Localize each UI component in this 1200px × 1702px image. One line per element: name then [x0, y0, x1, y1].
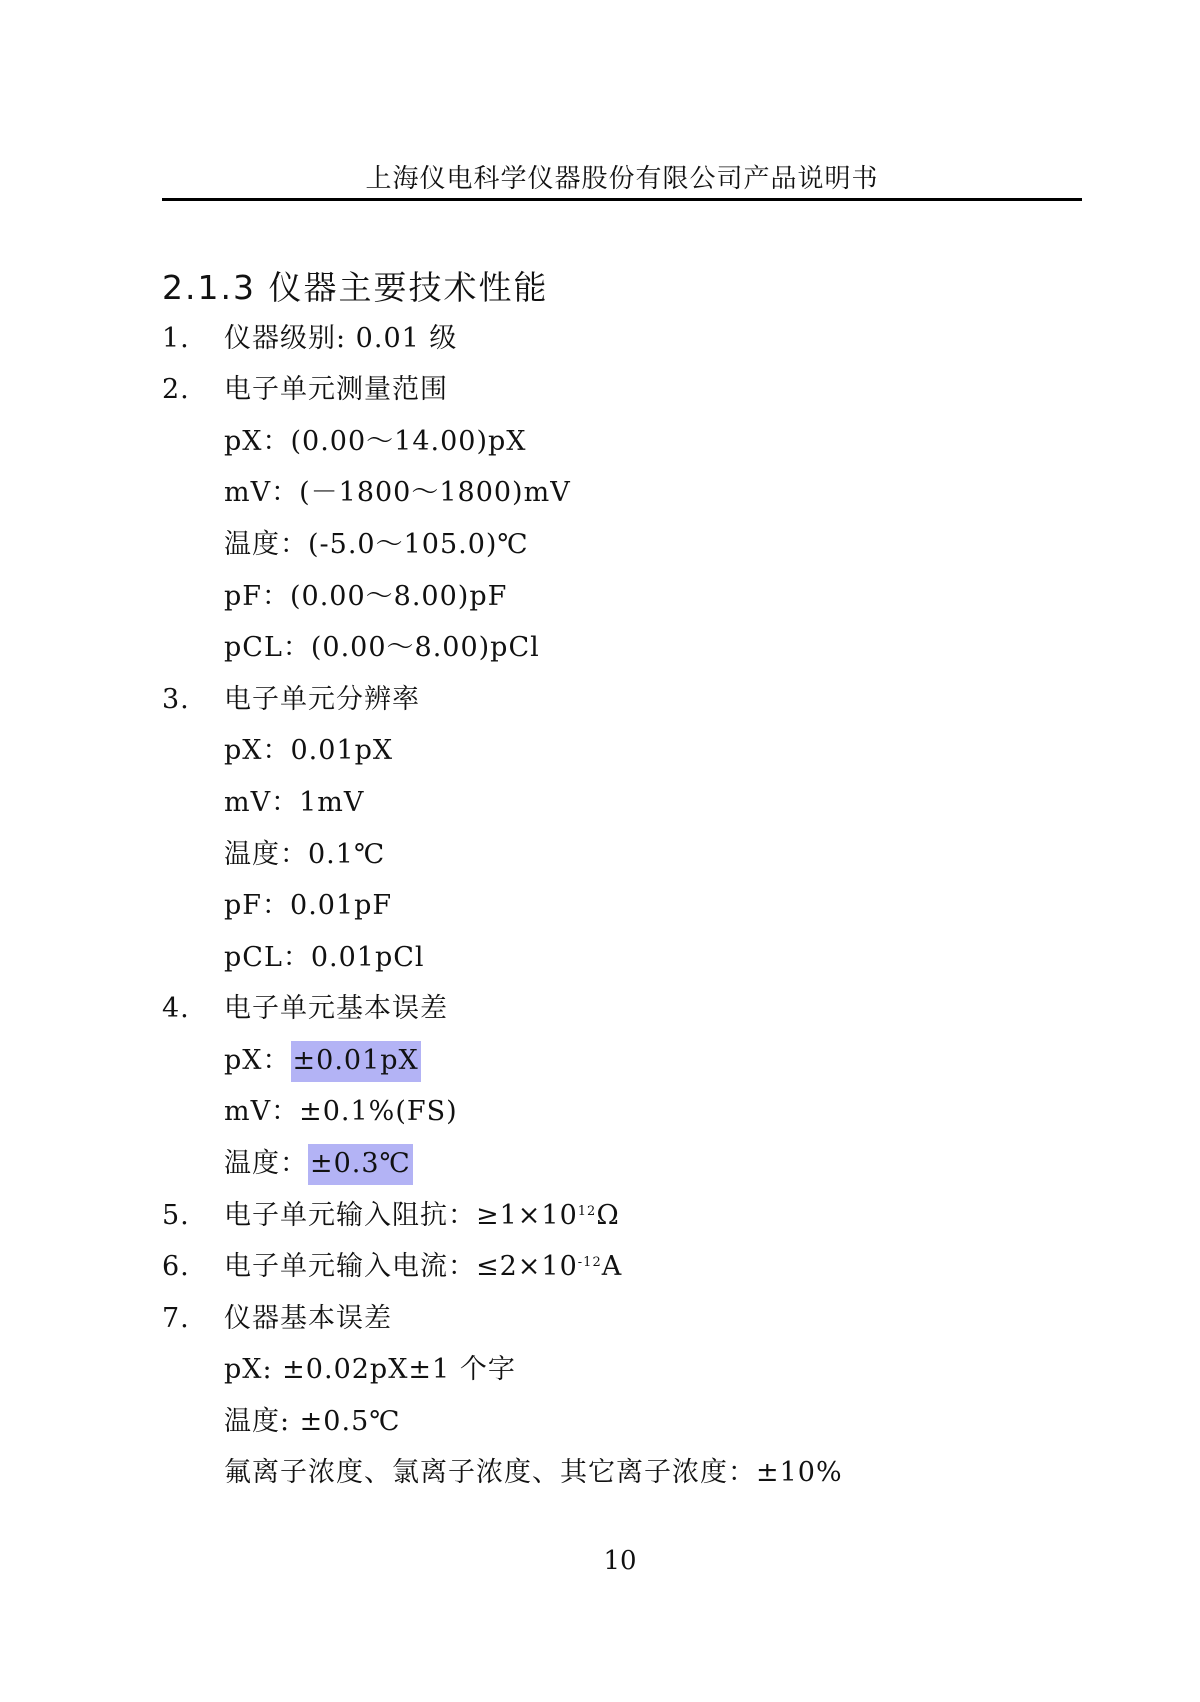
page-header-title: 上海仪电科学仪器股份有限公司产品说明书 [365, 164, 879, 194]
sub-item: pCL：(0.00～8.00)pCl [224, 632, 540, 663]
list-item-2 [0, 370, 1200, 410]
item-label: 仪器级别: 0.01 级 [224, 323, 458, 354]
list-item-3 [0, 680, 1200, 720]
sub-item: 温度：0.1℃ [224, 839, 386, 870]
list-item-6 [0, 1247, 1200, 1287]
highlighted-value[interactable]: ±0.01pX [291, 1041, 421, 1082]
page-number: 10 [603, 1546, 637, 1576]
sub-item [224, 1144, 413, 1184]
highlighted-value[interactable]: ±0.3℃ [308, 1144, 413, 1185]
sub-item-prefix: 温度： [224, 1148, 308, 1179]
list-item-1 [0, 319, 1200, 359]
sub-item: 温度: ±0.5℃ [224, 1406, 401, 1437]
sub-item: pF：(0.00～8.00)pF [224, 581, 508, 612]
sub-item: pF：0.01pF [224, 890, 393, 921]
item-number: 3. [162, 684, 190, 715]
section-title: 2.1.3 仪器主要技术性能 [162, 268, 549, 307]
sub-item: pX：(0.00～14.00)pX [224, 426, 527, 457]
item-number: 6. [162, 1251, 190, 1282]
exponent: -12 [577, 1255, 602, 1270]
unit: Ω [596, 1200, 620, 1231]
item-label: 电子单元分辨率 [224, 684, 420, 715]
item-label-text: 电子单元输入电流：≤2×10 [224, 1251, 578, 1282]
item-label [224, 1196, 620, 1236]
item-label [224, 1247, 622, 1287]
item-number: 4. [162, 993, 190, 1024]
item-number: 2. [162, 374, 190, 405]
item-label-text: 电子单元输入阻抗：≥1×10 [224, 1200, 578, 1231]
list-item-7 [0, 1299, 1200, 1339]
sub-item [224, 1041, 421, 1081]
exponent: 12 [577, 1204, 597, 1219]
sub-item: 温度：(-5.0～105.0)℃ [224, 529, 529, 560]
list-item-4 [0, 989, 1200, 1029]
sub-item: pX: ±0.02pX±1 个字 [224, 1354, 516, 1385]
item-number: 7. [162, 1303, 190, 1334]
unit: A [601, 1251, 623, 1282]
sub-item: mV：1mV [224, 787, 365, 818]
item-label: 电子单元基本误差 [224, 993, 448, 1024]
item-label: 电子单元测量范围 [224, 374, 448, 405]
item-label: 仪器基本误差 [224, 1303, 392, 1334]
list-item-5 [0, 1196, 1200, 1236]
header-rule [162, 198, 1082, 201]
item-number: 5. [162, 1200, 190, 1231]
sub-item: 氟离子浓度、氯离子浓度、其它离子浓度：±10% [224, 1457, 843, 1488]
sub-item: pCL：0.01pCl [224, 942, 425, 973]
sub-item: pX：0.01pX [224, 735, 394, 766]
item-number: 1. [162, 323, 190, 354]
sub-item: mV：(－1800～1800)mV [224, 477, 571, 508]
sub-item: mV：±0.1%(FS) [224, 1096, 458, 1127]
sub-item-prefix: pX： [224, 1045, 291, 1076]
